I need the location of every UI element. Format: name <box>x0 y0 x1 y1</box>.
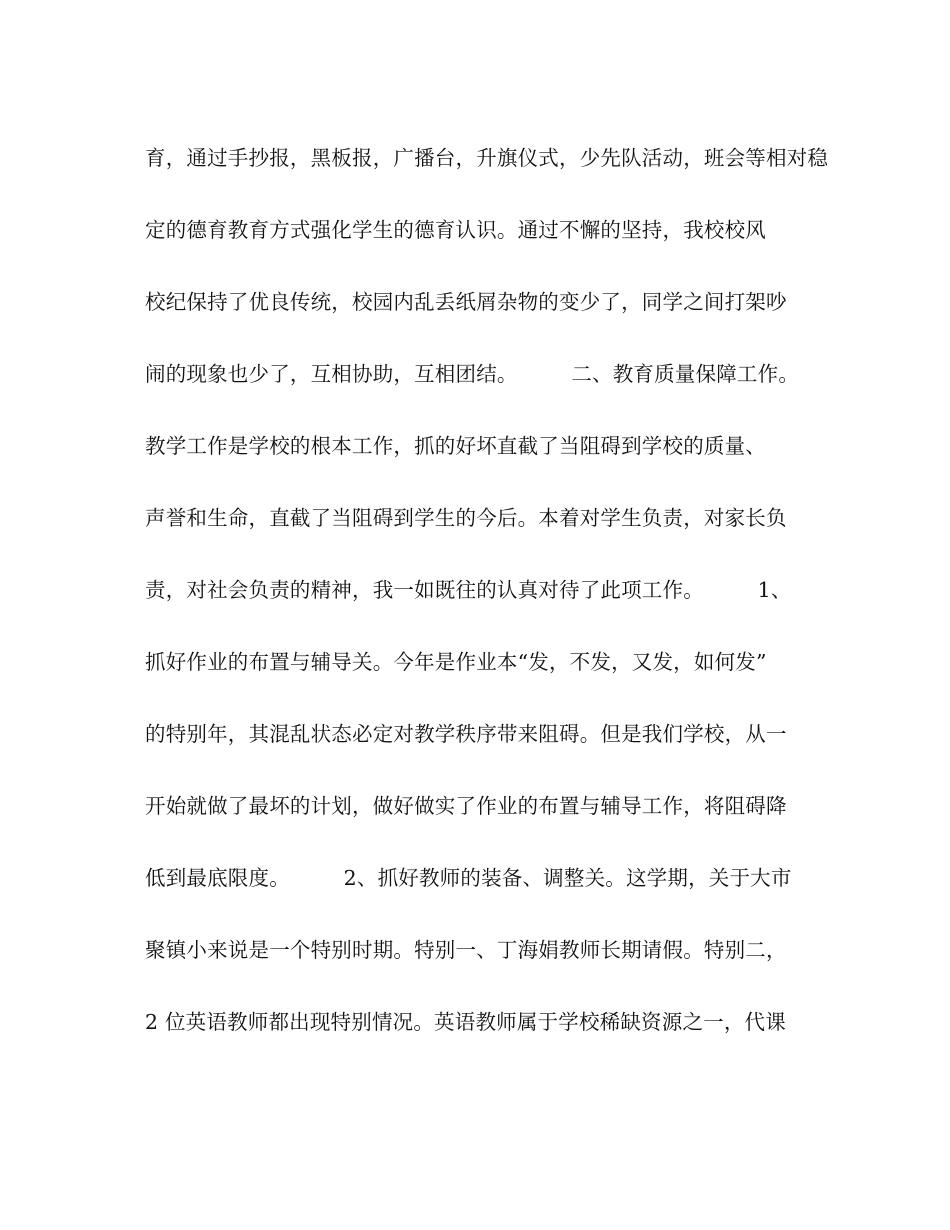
body-text <box>145 140 829 1076</box>
text-line-2: 定的德育教育方式强化学生的德育认识。通过不懈的坚持，我校校风 <box>145 218 766 242</box>
text-line-11: 低到最底限度。 2、抓好教师的装备、调整关。这学期，关于大市 <box>145 866 792 890</box>
text-line-3: 校纪保持了优良传统，校园内乱丢纸屑杂物的变少了，同学之间打架吵 <box>145 290 787 314</box>
text-line-12: 聚镇小来说是一个特别时期。特别一、丁海娟教师长期请假。特别二， <box>145 938 787 962</box>
text-line-4: 闹的现象也少了，互相协助，互相团结。 二、教育质量保障工作。 <box>145 362 800 386</box>
text-line-7: 责，对社会负责的精神，我一如既往的认真对待了此项工作。 1、 <box>145 578 792 602</box>
text-line-9: 的特别年，其混乱状态必定对教学秩序带来阻碍。但是我们学校，从一 <box>145 722 787 746</box>
text-line-8: 抓好作业的布置与辅导关。今年是作业本“发，不发，又发，如何发” <box>145 650 767 674</box>
text-line-1: 育，通过手抄报，黑板报，广播台，升旗仪式，少先队活动，班会等相对稳 <box>145 146 829 170</box>
text-line-6: 声誉和生命，直截了当阻碍到学生的今后。本着对学生负责，对家长负 <box>145 506 787 530</box>
text-line-10: 开始就做了最坏的计划，做好做实了作业的布置与辅导工作，将阻碍降 <box>145 794 787 818</box>
text-line-5: 教学工作是学校的根本工作，抓的好坏直截了当阻碍到学校的质量、 <box>145 434 766 458</box>
text-line-13: 2 位英语教师都出现特别情况。英语教师属于学校稀缺资源之一，代课 <box>145 1010 786 1034</box>
